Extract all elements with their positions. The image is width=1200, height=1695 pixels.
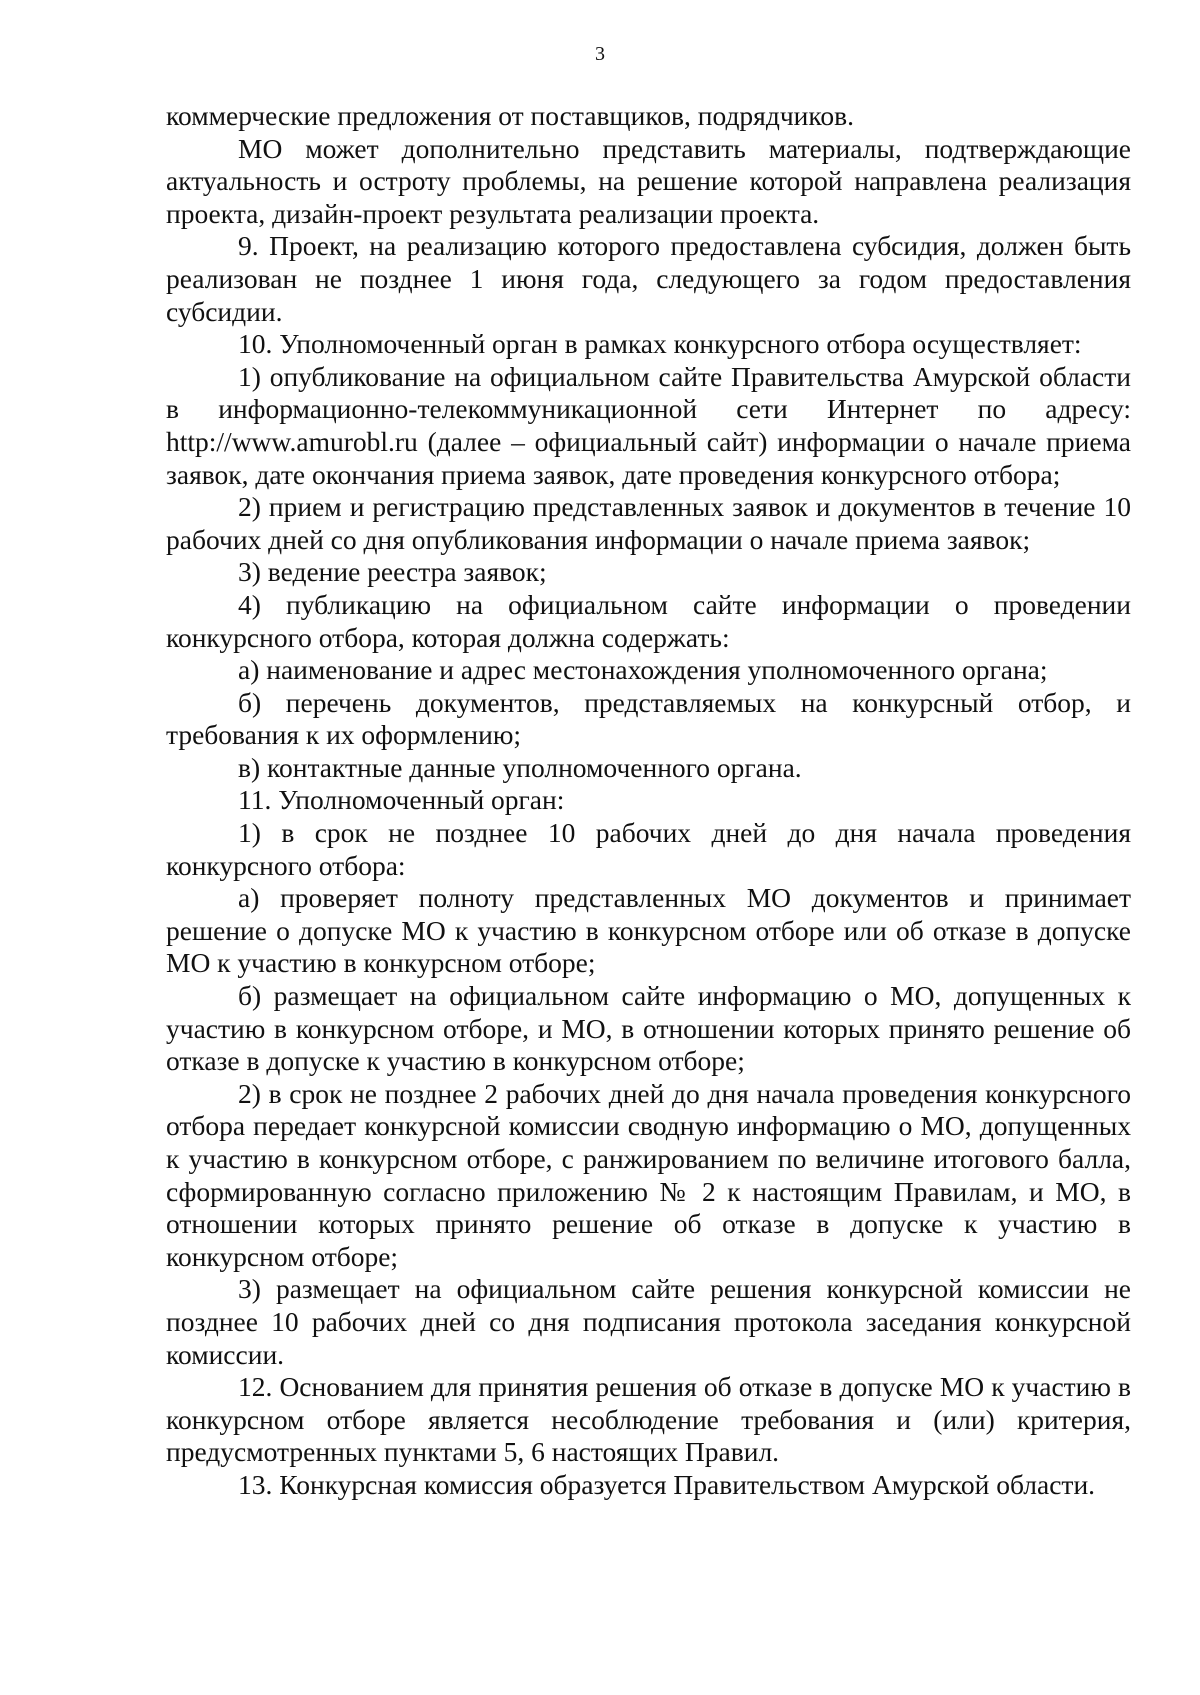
paragraph-additional-materials: МО может дополнительно представить материалы, подтверждающие актуальность и остроту проблемы, на решение которой направлена реализация проекта, дизайн-проект результата реализации проекта. [166,132,1131,229]
paragraph-item-10-4-v: в) контактные данные уполномоченного органа. [238,751,802,783]
paragraph-continuation: коммерческие предложения от поставщиков, подрядчиков. [166,100,854,131]
paragraph-item-11-3: 3) размещает на официальном сайте решения конкурсной комиссии не позднее 10 рабочих дней со дня подписания протокола заседания конкурсной комиссии. [166,1273,1131,1370]
paragraph-item-10-4: 4) публикацию на официальном сайте информации о проведении конкурсного отбора, которая должна содержать: [166,588,1131,653]
paragraph-item-10-4-a: а) наименование и адрес местонахождения уполномоченного органа; [238,654,1048,686]
paragraph-item-11-2: 2) в срок не позднее 2 рабочих дней до дня начала проведения конкурсного отбора передает конкурсной комиссии сводную информацию о МО, допущенных к участию в конкурсном отборе, с ранжированием по величине итогового балла, сформированную согласно приложению № 2 к настоящим Правилам, и МО, в отношении которых принято решение об отказе в допуске к участию в конкурсном отборе; [166,1077,1131,1272]
paragraph-item-10-4-b: б) перечень документов, представляемых на конкурсный отбор, и требования к их оформлению; [166,686,1131,751]
paragraph-item-10-1: 1) опубликование на официальном сайте Правительства Амурской области в информационно-телекоммуникационной сети Интернет по адресу: http://www.amurobl.ru (далее – официальный сайт) информации о начале приема заявок, дате окончания приема заявок, дате проведения конкурсного отбора; [166,360,1131,490]
paragraph-item-10: 10. Уполномоченный орган в рамках конкурсного отбора осуществляет: [238,328,1082,360]
page-number: 3 [595,43,605,65]
paragraph-item-10-3: 3) ведение реестра заявок; [238,556,547,588]
paragraph-item-13: 13. Конкурсная комиссия образуется Правительством Амурской области. [238,1468,1096,1500]
paragraph-item-11-1-a: а) проверяет полноту представленных МО документов и принимает решение о допуске МО к участию в конкурсном отборе или об отказе в допуске МО к участию в конкурсном отборе; [166,882,1131,979]
paragraph-item-11: 11. Уполномоченный орган: [238,784,565,816]
paragraph-item-9: 9. Проект, на реализацию которого предоставлена субсидия, должен быть реализован не позднее 1 июня года, следующего за годом предоставления субсидии. [166,230,1131,327]
paragraph-item-11-1-b: б) размещает на официальном сайте информацию о МО, допущенных к участию в конкурсном отборе, и МО, в отношении которых принято решение об отказе в допуске к участию в конкурсном отборе; [166,980,1131,1077]
paragraph-item-10-2: 2) прием и регистрацию представленных заявок и документов в течение 10 рабочих дней со дня опубликования информации о начале приема заявок; [166,491,1131,555]
paragraph-item-11-1: 1) в срок не позднее 10 рабочих дней до дня начала проведения конкурсного отбора: [166,817,1131,881]
document-body [166,100,1131,1502]
paragraph-item-12: 12. Основанием для принятия решения об отказе в допуске МО к участию в конкурсном отборе является несоблюдение требования и (или) критерия, предусмотренных пунктами 5, 6 настоящих Правил. [166,1371,1131,1468]
